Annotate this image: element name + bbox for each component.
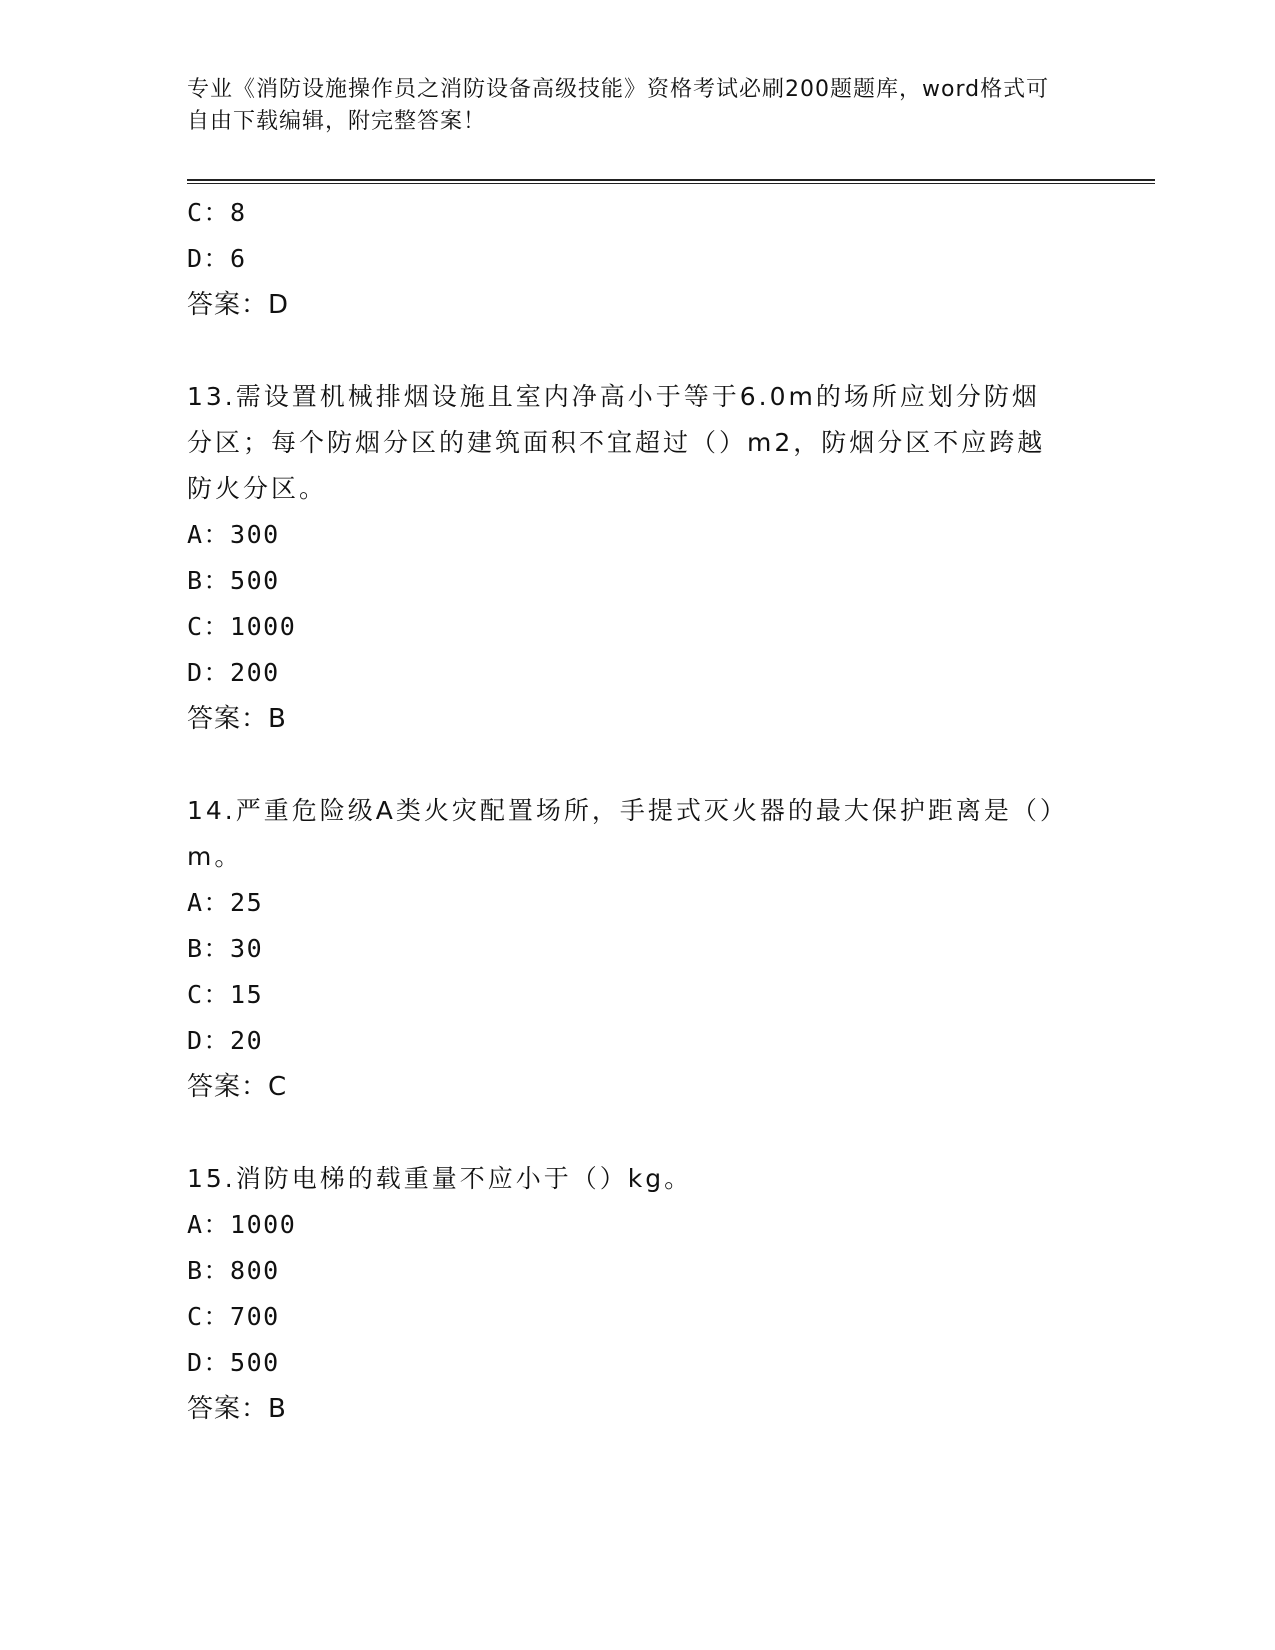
spacer (187, 742, 1067, 788)
option-line: C：700 (187, 1302, 280, 1331)
option-line: C：15 (187, 980, 264, 1009)
option-line: A：1000 (187, 1210, 297, 1239)
option-line: A：300 (187, 520, 280, 549)
question-text: 13.需设置机械排烟设施且室内净高小于等于6.0m的场所应划分防烟分区；每个防烟分区的建筑面积不宜超过（）m2，防烟分区不应跨越防火分区。 (187, 382, 1046, 503)
option-line: C：8 (187, 198, 247, 227)
spacer (187, 1110, 1067, 1156)
answer-line: 答案：C (187, 1072, 288, 1102)
option-line: D：20 (187, 1026, 264, 1055)
question-list (187, 190, 1067, 1432)
document-header: 专业《消防设施操作员之消防设备高级技能》资格考试必刷200题题库，word格式可自由下载编辑，附完整答案！ (187, 77, 1050, 134)
option-line: D：500 (187, 1348, 280, 1377)
option-line: C：1000 (187, 612, 297, 641)
option-line: B：30 (187, 934, 264, 963)
option-line: B：500 (187, 566, 280, 595)
answer-line: 答案：D (187, 290, 290, 320)
header-divider (187, 179, 1155, 184)
answer-line: 答案：B (187, 704, 287, 734)
spacer (187, 328, 1067, 374)
option-line: D：6 (187, 244, 247, 273)
option-line: D：200 (187, 658, 280, 687)
question-text: 14.严重危险级A类火灾配置场所，手提式灭火器的最大保护距离是（）m。 (187, 796, 1056, 871)
option-line: A：25 (187, 888, 264, 917)
answer-line: 答案：B (187, 1394, 287, 1424)
option-line: B：800 (187, 1256, 280, 1285)
question-text: 15.消防电梯的载重量不应小于（）kg。 (187, 1164, 693, 1193)
